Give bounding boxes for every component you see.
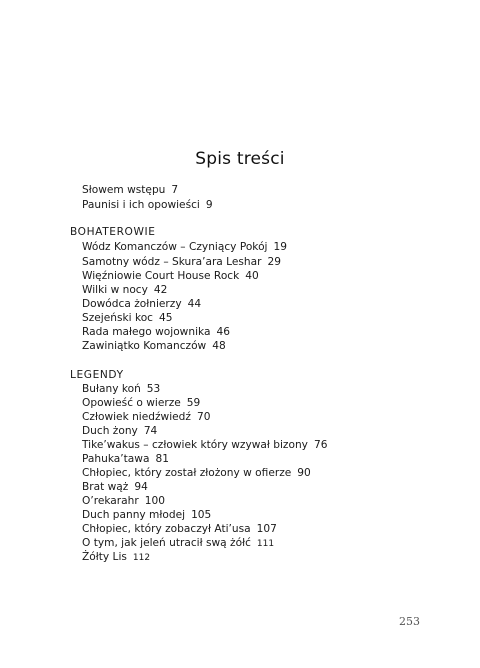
toc-entry-label: Szejeński koc bbox=[82, 312, 154, 324]
toc-entry-page: 42 bbox=[153, 284, 168, 296]
toc-entry-label: Opowieść o wierze bbox=[82, 397, 181, 409]
toc-entry-page: 112 bbox=[132, 553, 151, 563]
toc-entry bbox=[82, 198, 213, 212]
toc-entry-label: Samotny wódz – Skura’ara Leshar bbox=[82, 256, 262, 268]
toc-entry-page: 59 bbox=[186, 397, 201, 409]
toc-entry-page: 74 bbox=[143, 425, 158, 437]
toc-entry-page: 40 bbox=[245, 270, 259, 282]
toc-entry-label: Pahuka’tawa bbox=[82, 453, 150, 465]
toc-entry bbox=[82, 382, 160, 396]
toc-entry-label: Żółty Lis bbox=[82, 551, 127, 563]
toc-entry-label: Zawiniątko Komanczów bbox=[82, 340, 207, 352]
toc-entry bbox=[82, 438, 327, 452]
toc-entry bbox=[82, 396, 200, 410]
toc-entry bbox=[82, 339, 226, 353]
toc-entry-label: Duch panny młodej bbox=[82, 509, 186, 521]
toc-title: Spis treści bbox=[195, 149, 285, 169]
toc-entry-page: 53 bbox=[146, 383, 161, 395]
toc-entry bbox=[82, 480, 148, 494]
toc-entry-label: Więźniowie Court House Rock bbox=[82, 270, 240, 282]
toc-entry bbox=[82, 283, 167, 297]
page-number: 253 bbox=[399, 615, 420, 628]
toc-entry-page: 45 bbox=[159, 312, 173, 324]
toc-entry bbox=[82, 536, 274, 551]
section-heading-bohaterowie: BOHATEROWIE bbox=[70, 226, 156, 238]
toc-entry-page: 94 bbox=[134, 481, 148, 493]
toc-entry-page: 29 bbox=[267, 256, 281, 268]
toc-entry-page: 70 bbox=[196, 411, 211, 423]
toc-entry bbox=[82, 424, 157, 438]
toc-entry-label: O’rekarahr bbox=[82, 495, 139, 507]
toc-entry-page: 90 bbox=[297, 467, 311, 479]
toc-entry bbox=[82, 522, 277, 536]
toc-entry-label: Chłopiec, który został złożony w ofierze bbox=[82, 467, 292, 479]
toc-entry-page: 76 bbox=[313, 439, 328, 451]
toc-entry-label: Słowem wstępu bbox=[82, 184, 166, 196]
toc-entry bbox=[82, 240, 287, 254]
toc-entry bbox=[82, 255, 281, 269]
toc-entry bbox=[82, 494, 165, 508]
toc-entry bbox=[82, 183, 178, 197]
toc-entry bbox=[82, 410, 210, 424]
toc-entry-label: Dowódca żołnierzy bbox=[82, 298, 182, 310]
toc-entry-page: 19 bbox=[273, 241, 287, 253]
toc-entry-label: Wilki w nocy bbox=[82, 284, 148, 296]
section-heading-legendy: LEGENDY bbox=[70, 369, 124, 381]
toc-entry-label: Bułany koń bbox=[82, 383, 141, 395]
toc-entry bbox=[82, 325, 230, 339]
toc-entry-label: Paunisi i ich opowieści bbox=[82, 199, 200, 211]
toc-entry-label: Brat wąż bbox=[82, 481, 129, 493]
toc-entry bbox=[82, 311, 173, 325]
toc-entry-label: Duch żony bbox=[82, 425, 138, 437]
toc-entry-page: 81 bbox=[155, 453, 169, 465]
toc-entry-label: O tym, jak jeleń utracił swą żółć bbox=[82, 537, 251, 549]
toc-entry bbox=[82, 508, 211, 522]
toc-entry bbox=[82, 452, 169, 466]
toc-entry bbox=[82, 297, 201, 311]
toc-entry-page: 105 bbox=[191, 509, 212, 521]
toc-entry-page: 111 bbox=[256, 539, 275, 549]
toc-entry bbox=[82, 466, 311, 480]
toc-entry-label: Wódz Komanczów – Czyniący Pokój bbox=[82, 241, 268, 253]
toc-entry bbox=[82, 550, 150, 565]
toc-entry-page: 100 bbox=[144, 495, 165, 507]
toc-entry-page: 9 bbox=[205, 199, 213, 211]
toc-entry-label: Tike’wakus – człowiek który wzywał bizony bbox=[82, 439, 308, 451]
toc-entry-label: Chłopiec, który zobaczył Ati’usa bbox=[82, 523, 251, 535]
toc-entry-label: Rada małego wojownika bbox=[82, 326, 211, 338]
toc-entry-page: 44 bbox=[187, 298, 202, 310]
toc-entry-page: 46 bbox=[216, 326, 230, 338]
toc-entry-page: 48 bbox=[212, 340, 226, 352]
toc-entry-page: 7 bbox=[171, 184, 179, 196]
toc-entry-label: Człowiek niedźwiedź bbox=[82, 411, 191, 423]
toc-entry bbox=[82, 269, 259, 283]
toc-entry-page: 107 bbox=[256, 523, 277, 535]
